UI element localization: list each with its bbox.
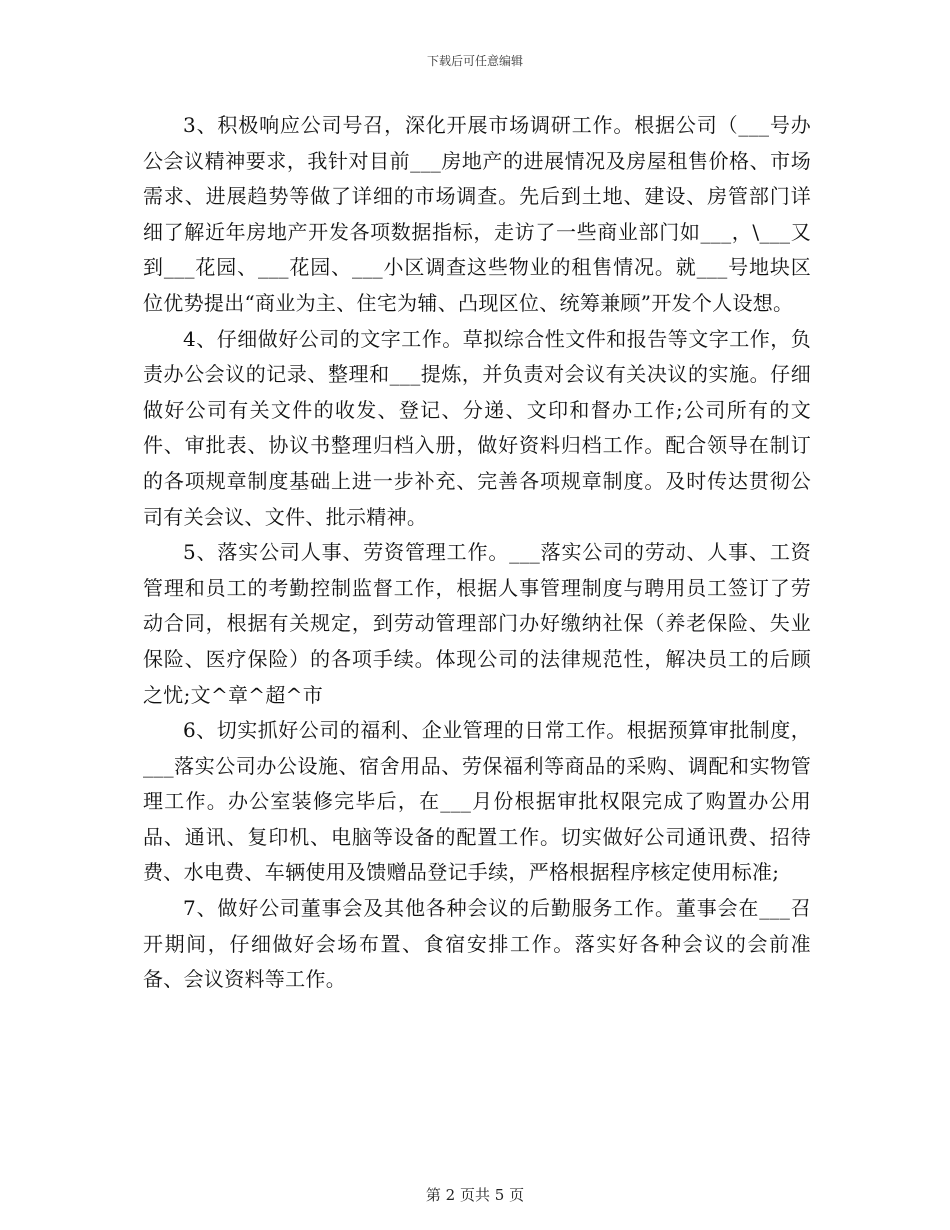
paragraph-item-5: 5、落实公司人事、劳资管理工作。___落实公司的劳动、人事、工资管理和员工的考勤控制监督工作，根据人事管理制度与聘用员工签订了劳动合同，根据有关规定，到劳动管理部门办好缴纳社保（养老保险、失业保险、医疗保险）的各项手续。体现公司的法律规范性，解决员工的后顾之忧;文^章^超^市: [143, 540, 811, 707]
paragraph-item-7: 7、做好公司董事会及其他各种会议的后勤服务工作。董事会在___召开期间，仔细做好会场布置、食宿安排工作。落实好各种会议的会前准备、会议资料等工作。: [143, 896, 811, 992]
page-header: 下载后可任意编辑: [426, 54, 523, 68]
paragraph-item-3: 3、积极响应公司号召，深化开展市场调研工作。根据公司（___号办公会议精神要求，我针对目前___房地产的进展情况及房屋租售价格、市场需求、进展趋势等做了详细的市场调查。先后到土地、建设、房管部门详细了解近年房地产开发各项数据指标，走访了一些商业部门如___，\___又到___花园、___花园、___小区调查这些物业的租售情况。就___号地块区位优势提出“商业为主、住宅为辅、凸现区位、统筹兼顾”开发个人设想。: [143, 113, 811, 315]
paragraph-item-6: 6、切实抓好公司的福利、企业管理的日常工作。根据预算审批制度，___落实公司办公设施、宿舍用品、劳保福利等商品的采购、调配和实物管理工作。办公室装修完毕后，在___月份根据审批权限完成了购置办公用品、通讯、复印机、电脑等设备的配置工作。切实做好公司通讯费、招待费、水电费、车辆使用及馈赠品登记手续，严格根据程序核定使用标准;: [143, 718, 811, 885]
paragraph-item-4: 4、仔细做好公司的文字工作。草拟综合性文件和报告等文字工作，负责办公会议的记录、整理和___提炼，并负责对会议有关决议的实施。仔细做好公司有关文件的收发、登记、分递、文印和督办工作;公司所有的文件、审批表、协议书整理归档入册，做好资料归档工作。配合领导在制订的各项规章制度基础上进一步补充、完善各项规章制度。及时传达贯彻公司有关会议、文件、批示精神。: [143, 326, 811, 529]
page-number-footer: 第 2 页共 5 页: [425, 1186, 525, 1204]
document-body: [143, 108, 811, 998]
